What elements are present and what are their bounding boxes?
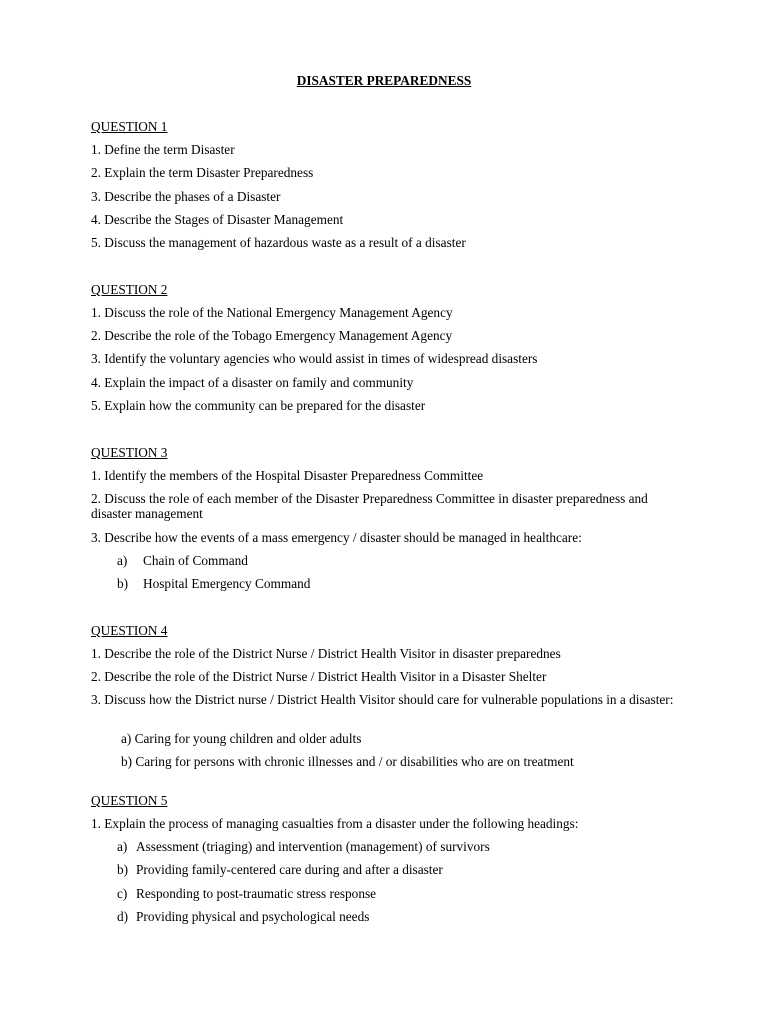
question-4-item-1: 1. Describe the role of the District Nurse / District Health Visitor in disaster preparednes [91,646,561,661]
subitem-text: Providing family-centered care during and after a disaster [136,862,443,877]
subitem-text: Hospital Emergency Command [143,576,311,591]
question-2-item-2: 2. Describe the role of the Tobago Emergency Management Agency [91,328,453,343]
question-5-subitem-a [117,839,490,854]
question-3-item-3: 3. Describe how the events of a mass emergency / disaster should be managed in healthcare: [91,530,582,545]
question-2-item-3: 3. Identify the voluntary agencies who would assist in times of widespread disasters [91,351,538,366]
question-3-heading: QUESTION 3 [91,445,168,460]
question-5-subitem-c [117,886,376,901]
question-5-heading: QUESTION 5 [91,793,168,808]
question-2-item-4: 4. Explain the impact of a disaster on family and community [91,375,414,390]
question-1-item-3: 3. Describe the phases of a Disaster [91,189,281,204]
question-3-item-1: 1. Identify the members of the Hospital Disaster Preparedness Committee [91,468,484,483]
question-1-item-5: 5. Discuss the management of hazardous waste as a result of a disaster [91,235,466,250]
question-2-item-1: 1. Discuss the role of the National Emergency Management Agency [91,305,453,320]
question-4-item-3: 3. Discuss how the District nurse / District Health Visitor should care for vulnerable populations in a disaster: [91,692,674,707]
subitem-label: d) [117,909,129,924]
subitem-label: b) [117,862,129,877]
question-4-subitem-b: b) Caring for persons with chronic illnesses and / or disabilities who are on treatment [121,754,574,769]
question-1-item-4: 4. Describe the Stages of Disaster Management [91,212,344,227]
subitem-label: b) [117,576,129,591]
subitem-text: Chain of Command [143,553,248,568]
question-5-item-1: 1. Explain the process of managing casualties from a disaster under the following headings: [91,816,579,831]
subitem-text: Providing physical and psychological needs [136,909,370,924]
subitem-label: c) [117,886,128,901]
question-4-item-2: 2. Describe the role of the District Nurse / District Health Visitor in a Disaster Shelter [91,669,547,684]
question-2-item-5: 5. Explain how the community can be prepared for the disaster [91,398,426,413]
document-title: DISASTER PREPAREDNESS [296,73,472,88]
subitem-label: a) [117,839,128,854]
question-3-subitem-b [117,576,310,591]
question-3-item-2: 2. Discuss the role of each member of the Disaster Preparedness Committee in disaster preparedness and disaster management [91,491,648,521]
question-3-subitem-a [117,553,248,568]
question-5-subitem-d [117,909,369,924]
question-1-item-1: 1. Define the term Disaster [91,142,235,157]
question-4-subitem-a: a) Caring for young children and older adults [121,731,362,746]
subitem-text: Responding to post-traumatic stress response [136,886,377,901]
question-1-heading: QUESTION 1 [91,119,168,134]
subitem-text: Assessment (triaging) and intervention (management) of survivors [136,839,490,854]
question-2-heading: QUESTION 2 [91,282,168,297]
question-5-subitem-b [117,862,443,877]
subitem-label: a) [117,553,128,568]
question-4-heading: QUESTION 4 [91,623,168,638]
question-1-item-2: 2. Explain the term Disaster Preparedness [91,165,314,180]
